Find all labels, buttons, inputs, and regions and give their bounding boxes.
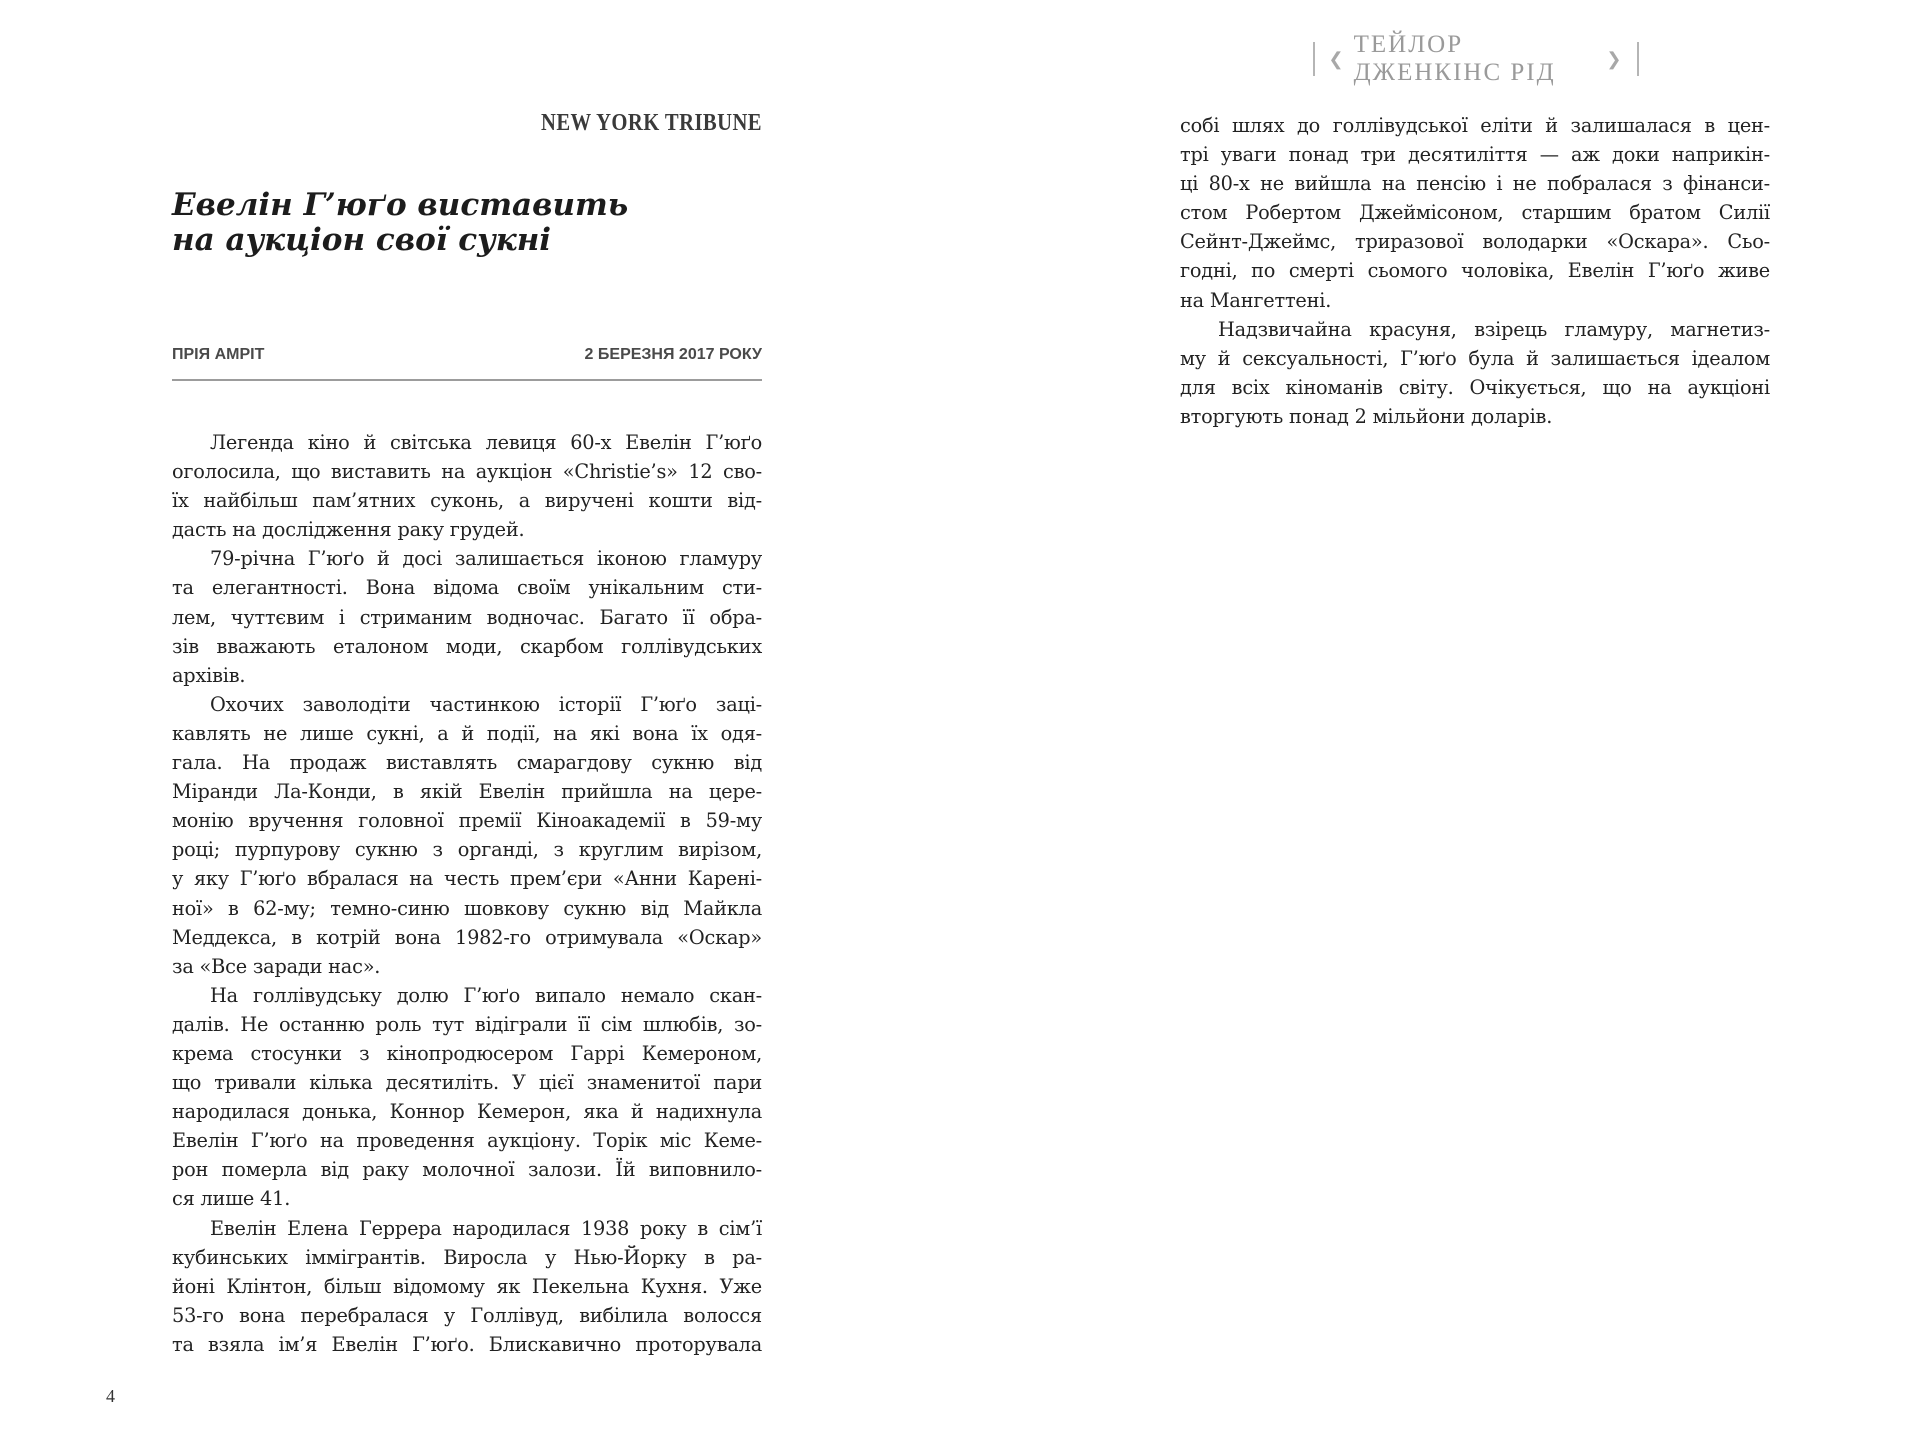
text-line: у яку Г’юґо вбралася на честь прем’єри «Анни Карені- xyxy=(172,867,762,891)
text-line: 79-річна Г’юґо й досі залишається іконою гламуру xyxy=(210,547,762,571)
byline xyxy=(172,346,762,364)
newspaper-masthead: NEW YORK TRIBUNE xyxy=(541,110,762,136)
text-line: му й сексуальності, Г’юґо була й залишається ідеалом xyxy=(1180,346,1770,370)
text-line: ної» в 62-му; темно-синю шовкову сукню від Майкла xyxy=(172,896,762,920)
text-line: архівів. xyxy=(172,663,246,687)
text-line: трі уваги понад три десятиліття — аж доки наприкін- xyxy=(1180,143,1770,167)
text-line: стом Робертом Джеймісоном, старшим братом Силії xyxy=(1180,201,1770,225)
page-number: 4 xyxy=(106,1386,115,1406)
text-line: що тривали кілька десятиліть. У цієї знаменитої пари xyxy=(172,1071,762,1095)
running-head xyxy=(1307,31,1645,86)
text-line: далів. Не останню роль тут відіграли її сім шлюбів, зо- xyxy=(172,1012,762,1036)
text-line: Сейнт-Джеймс, триразової володарки «Оскара». Сьо- xyxy=(1180,230,1770,254)
text-line: йоні Клінтон, більш відомому як Пекельна Кухня. Уже xyxy=(172,1274,762,1298)
text-line: на Мангеттені. xyxy=(1180,288,1332,312)
text-line: монію вручення головної премії Кіноакадемії в 59-му xyxy=(172,809,762,833)
text-line: Охочих заволодіти частинкою історії Г’юґо заці- xyxy=(210,692,762,716)
text-line: крема стосунки з кінопродюсером Гаррі Кемероном, xyxy=(172,1041,762,1065)
text-line: та елегантності. Вона відома своїм унікальним сти- xyxy=(172,576,762,600)
text-line: народилася донька, Коннор Кемерон, яка й надихнула xyxy=(172,1100,762,1124)
text-line: кавлять не лише сукні, а й події, на які вона їх одя- xyxy=(172,721,762,745)
text-line: Надзвичайна красуня, взірець гламуру, магнетиз- xyxy=(1218,317,1770,341)
text-line: На голлівудську долю Г’юґо випало немало скан- xyxy=(210,983,762,1007)
text-line: оголосила, що виставить на аукціон «Christie’s» 12 сво- xyxy=(172,460,762,484)
ornament-left-icon: ❮ xyxy=(1328,48,1346,69)
byline-divider xyxy=(172,379,762,381)
text-line: їх найбільш пам’ятних суконь, а виручені кошти від- xyxy=(172,489,762,513)
text-line: Легенда кіно й світська левиця 60-х Евелін Г’юґо xyxy=(210,431,762,454)
text-line: Меддекса, в котрій вона 1982-го отримувала «Оскар» xyxy=(172,925,762,949)
text-line: 53-го вона перебралася у Голлівуд, вибілила волосся xyxy=(172,1303,762,1327)
headline-line-2: на аукціон свої сукні xyxy=(172,222,552,258)
text-line: кубинських іммігрантів. Виросла у Нью-Йорку в ра- xyxy=(172,1245,762,1269)
text-line: Евелін Елена Геррера народилася 1938 року в сім’ї xyxy=(210,1216,762,1240)
ornament-bar-right xyxy=(1637,42,1639,76)
article-headline xyxy=(172,188,772,258)
right-page xyxy=(960,0,1920,1440)
text-line: собі шлях до голлівудської еліти й залишалася в цен- xyxy=(1180,114,1770,137)
text-line: для всіх кіноманів світу. Очікується, що на аукціоні xyxy=(1180,375,1770,399)
text-line: гала. На продаж виставлять смарагдову сукню від xyxy=(172,751,762,775)
text-line: та взяла ім’я Евелін Г’юґо. Блискавично проторувала xyxy=(172,1332,762,1356)
text-line: Евелін Г’юґо на проведення аукціону. Торік міс Кеме- xyxy=(172,1129,762,1153)
article-body-right xyxy=(1180,111,1770,431)
ornament-right-icon: ❯ xyxy=(1606,48,1624,69)
headline-line-1: Евелін Г’юґо виставить xyxy=(172,187,629,223)
text-line: дасть на дослідження раку грудей. xyxy=(172,518,525,542)
text-line: Міранди Ла-Конди, в якій Евелін прийшла на цере- xyxy=(172,780,762,804)
text-line: за «Все заради нас». xyxy=(172,954,381,978)
text-line: лем, чуттєвим і стриманим водночас. Багато її обра- xyxy=(172,605,762,629)
text-line: рон померла від раку молочної залози. Їй виповнило- xyxy=(172,1158,762,1182)
running-head-author: ТЕЙЛОР ДЖЕНКІНС РІД xyxy=(1353,31,1556,86)
text-line: вторгують понад 2 мільйони доларів. xyxy=(1180,404,1553,428)
text-line: зів вважають еталоном моди, скарбом голлівудських xyxy=(172,634,762,658)
author-name: ПРІЯ АМРІТ xyxy=(172,346,265,363)
text-line: ці 80-х не вийшла на пенсію і не побралася з фінанси- xyxy=(1180,172,1770,196)
publication-date: 2 БЕРЕЗНЯ 2017 РОКУ xyxy=(584,346,762,363)
text-line: ся лише 41. xyxy=(172,1187,291,1211)
text-line: році; пурпурову сукню з органді, з круглим вирізом, xyxy=(172,838,762,862)
ornament-bar-left xyxy=(1313,42,1315,76)
text-line: годні, по смерті сьомого чоловіка, Евелін Г’юґо живе xyxy=(1180,259,1770,283)
article-body-left xyxy=(172,428,762,1359)
